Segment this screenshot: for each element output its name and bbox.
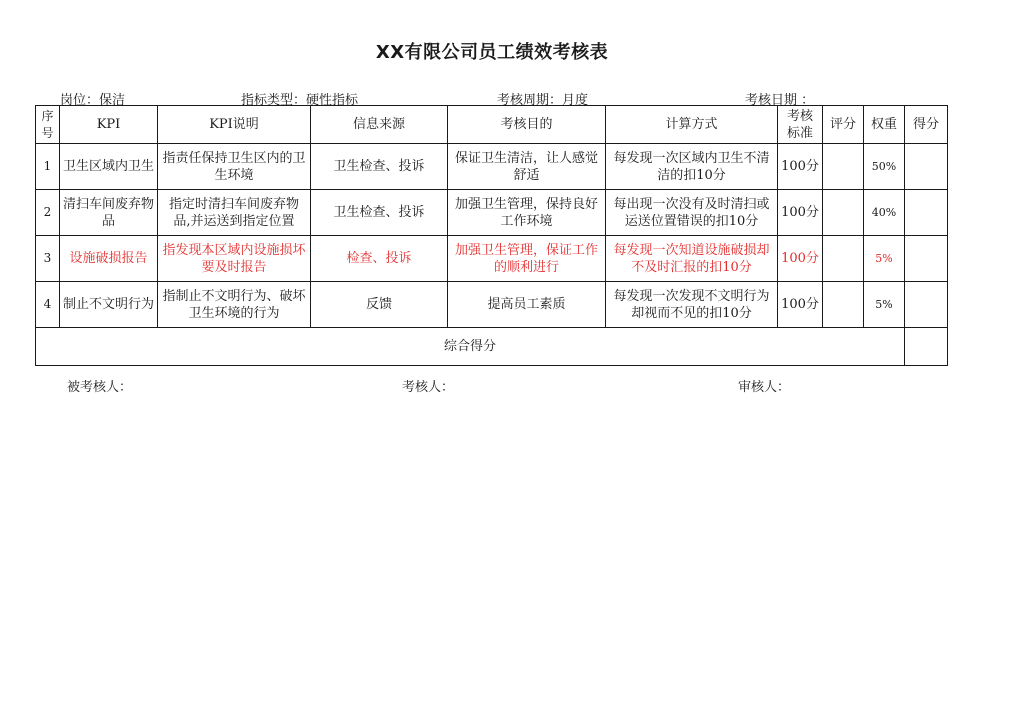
row-score-cell[interactable] <box>823 236 864 282</box>
table-row <box>36 190 948 236</box>
row-weight: 40% <box>864 190 905 236</box>
row-weight: 5% <box>864 236 905 282</box>
header-standard: 考核标准 <box>778 106 823 144</box>
row-method: 每发现一次区域内卫生不清洁的扣10分 <box>606 144 778 190</box>
table-row <box>36 144 948 190</box>
row-source: 反馈 <box>311 282 448 328</box>
period-label: 考核周期：月度 <box>497 93 589 108</box>
row-seq: 1 <box>36 144 60 190</box>
row-score-cell[interactable] <box>823 190 864 236</box>
header-kpi-desc: KPI说明 <box>158 106 311 144</box>
total-label: 综合得分 <box>36 328 905 366</box>
row-standard: 100分 <box>778 144 823 190</box>
header-result: 得分 <box>905 106 948 144</box>
kpi-table <box>35 105 948 366</box>
row-result-cell[interactable] <box>905 144 948 190</box>
row-method: 每出现一次没有及时清扫或运送位置错误的扣10分 <box>606 190 778 236</box>
header-purpose: 考核目的 <box>448 106 606 144</box>
row-source: 检查、投诉 <box>311 236 448 282</box>
indicator-type-label: 指标类型：硬性指标 <box>241 93 359 108</box>
row-kpi: 制止不文明行为 <box>60 282 158 328</box>
row-standard: 100分 <box>778 190 823 236</box>
table-row <box>36 282 948 328</box>
total-score-cell[interactable] <box>905 328 948 366</box>
header-seq: 序号 <box>36 106 60 144</box>
row-kpi: 设施破损报告 <box>60 236 158 282</box>
row-method: 每发现一次发现不文明行为却视而不见的扣10分 <box>606 282 778 328</box>
position-label: 岗位：保洁 <box>60 93 126 108</box>
row-kpi: 卫生区域内卫生 <box>60 144 158 190</box>
table-header-row <box>36 106 948 144</box>
row-source: 卫生检查、投诉 <box>311 144 448 190</box>
assessee-signature-label: 被考核人： <box>67 380 133 395</box>
row-kpi-desc: 指发现本区域内设施损坏要及时报告 <box>158 236 311 282</box>
row-method: 每发现一次知道设施破损却不及时汇报的扣10分 <box>606 236 778 282</box>
total-row <box>36 328 948 366</box>
header-score: 评分 <box>823 106 864 144</box>
row-purpose: 保证卫生清洁，让人感觉舒适 <box>448 144 606 190</box>
row-result-cell[interactable] <box>905 282 948 328</box>
assessor-signature-label: 考核人： <box>402 380 455 395</box>
row-kpi-desc: 指定时清扫车间废弃物品,并运送到指定位置 <box>158 190 311 236</box>
row-weight: 5% <box>864 282 905 328</box>
row-kpi-desc: 指制止不文明行为、破坏卫生环境的行为 <box>158 282 311 328</box>
row-purpose: 加强卫生管理，保持良好工作环境 <box>448 190 606 236</box>
row-kpi-desc: 指责任保持卫生区内的卫生环境 <box>158 144 311 190</box>
header-method: 计算方式 <box>606 106 778 144</box>
row-kpi: 清扫车间废弃物品 <box>60 190 158 236</box>
row-result-cell[interactable] <box>905 236 948 282</box>
row-standard: 100分 <box>778 236 823 282</box>
table-row <box>36 236 948 282</box>
header-kpi: KPI <box>60 106 158 144</box>
page-title: XX有限公司员工绩效考核表 <box>375 42 609 63</box>
date-label: 考核日期 ： <box>745 93 815 108</box>
row-seq: 3 <box>36 236 60 282</box>
row-standard: 100分 <box>778 282 823 328</box>
row-seq: 4 <box>36 282 60 328</box>
row-weight: 50% <box>864 144 905 190</box>
row-seq: 2 <box>36 190 60 236</box>
row-result-cell[interactable] <box>905 190 948 236</box>
reviewer-signature-label: 审核人： <box>738 380 791 395</box>
header-weight: 权重 <box>864 106 905 144</box>
row-purpose: 加强卫生管理，保证工作的顺利进行 <box>448 236 606 282</box>
row-score-cell[interactable] <box>823 144 864 190</box>
row-source: 卫生检查、投诉 <box>311 190 448 236</box>
row-score-cell[interactable] <box>823 282 864 328</box>
row-purpose: 提高员工素质 <box>448 282 606 328</box>
header-source: 信息来源 <box>311 106 448 144</box>
